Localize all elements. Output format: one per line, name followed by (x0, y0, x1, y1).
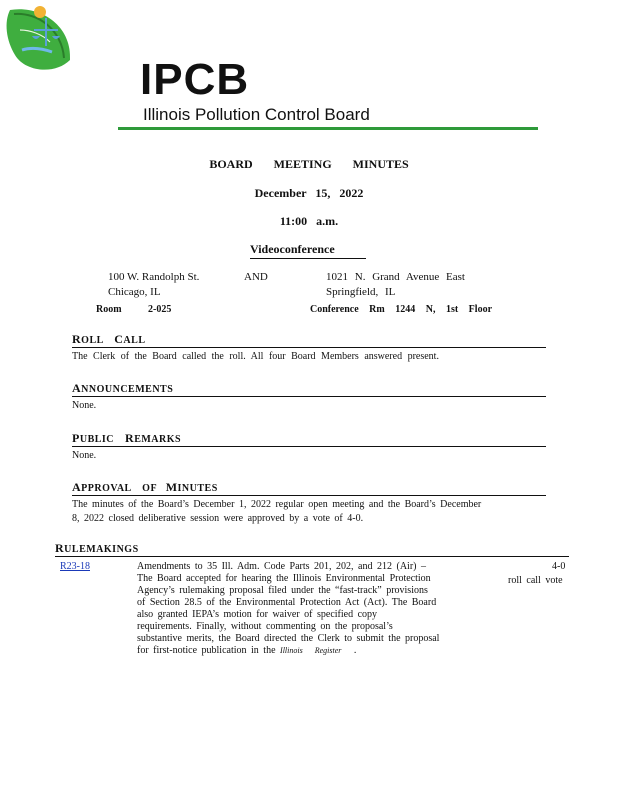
left-address: 100 W. Randolph St. (108, 271, 200, 283)
document-title: BOARD MEETING MINUTES (209, 157, 409, 171)
rulemaking-line: Agency’s rulemaking proposal filed under the “fast-track” provisions (137, 585, 428, 596)
rulemakings-divider (55, 556, 569, 557)
meeting-time: 11:00 a.m. (279, 214, 339, 228)
meeting-date: December 15, 2022 (254, 186, 364, 200)
public-remarks-text: None. (72, 450, 97, 461)
leaf-scales-icon (0, 0, 80, 80)
approval-heading: APPROVAL OF MINUTES (72, 480, 218, 494)
vote-count: 4-0 (552, 561, 566, 572)
vote-type: roll call vote (508, 575, 563, 586)
rulemaking-line: requirements. Finally, without commenting on the proposal’s (137, 621, 393, 632)
rulemakings-heading: RULEMAKINGS (55, 541, 139, 555)
rulemaking-description (137, 561, 467, 657)
logo-divider (118, 127, 538, 130)
announcements-text: None. (72, 400, 97, 411)
approval-text-line1: The minutes of the Board’s December 1, 2022 regular open meeting and the Board’s December (72, 499, 482, 510)
logo-title: IPCB (140, 55, 250, 104)
announcements-heading: ANNOUNCEMENTS (72, 381, 174, 395)
meeting-venue: Videoconference (250, 242, 366, 259)
left-city: Chicago, IL (108, 286, 161, 298)
rulemaking-line: substantive merits, the Board directed the Clerk to submit the proposal (137, 633, 440, 644)
approval-text-line2: 8, 2022 closed deliberative session were approved by a vote of 4-0. (72, 513, 364, 524)
roll-call-text: The Clerk of the Board called the roll. All four Board Members answered present. (72, 351, 439, 362)
rulemaking-line: The Board accepted for hearing the Illinois Environmental Protection (137, 573, 431, 584)
docket-link-r23-18[interactable]: R23-18 (60, 561, 90, 572)
rulemaking-line: of Section 28.5 of the Environmental Protection Act (Act). The Board (137, 597, 437, 608)
left-room: Room 2-025 (96, 304, 172, 315)
public-remarks-heading: PUBLIC REMARKS (72, 431, 182, 445)
right-address: 1021 N. Grand Avenue East (326, 271, 465, 283)
roll-call-heading: ROLL CALL (72, 332, 146, 346)
public-remarks-divider (72, 446, 546, 447)
approval-divider (72, 495, 546, 496)
right-room: Conference Rm 1244 N, 1st Floor (310, 304, 493, 315)
rulemaking-line-last: for first-notice publication in the Illinois Register . (137, 645, 357, 656)
rulemaking-line: Amendments to 35 Ill. Adm. Code Parts 201, 202, and 212 (Air) – (137, 561, 426, 572)
logo-subtitle: Illinois Pollution Control Board (143, 105, 370, 124)
announcements-divider (72, 396, 546, 397)
right-city: Springfield, IL (326, 286, 396, 298)
location-connector: AND (244, 271, 268, 283)
rulemaking-line: also granted IEPA’s motion for waiver of specified copy (137, 609, 378, 620)
roll-call-divider (72, 347, 546, 348)
